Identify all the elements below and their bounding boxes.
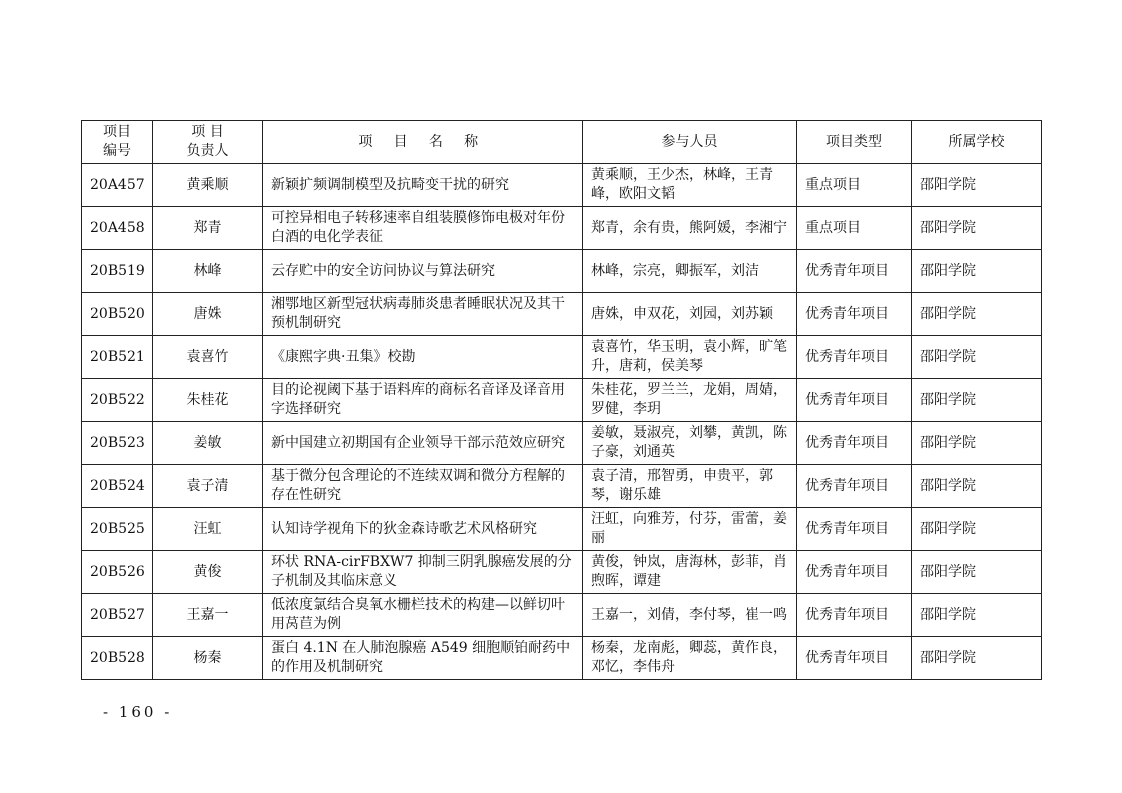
members-cell: 袁子清，邢智勇，申贵平，郭琴，谢乐雄: [583, 465, 797, 508]
members-cell: 姜敏，聂淑亮，刘攀，黄凯，陈子豪，刘通英: [583, 422, 797, 465]
project-leader-cell: 黄俊: [153, 551, 263, 594]
school-cell: 邵阳学院: [912, 250, 1042, 293]
header-project-type: 项目类型: [797, 121, 912, 164]
table-row: [82, 293, 1042, 336]
project-leader-cell: 汪虹: [153, 508, 263, 551]
project-table: [81, 120, 1042, 680]
members-cell: 郑青，余有贵，熊阿媛，李湘宁: [583, 207, 797, 250]
project-type-cell: 优秀青年项目: [797, 594, 912, 637]
page-number: - 160 -: [103, 703, 173, 721]
school-cell: 邵阳学院: [912, 379, 1042, 422]
project-name-cell: 基于微分包含理论的不连续双调和微分方程解的存在性研究: [263, 465, 583, 508]
header-project-code: [82, 121, 153, 164]
members-cell: 黄俊，钟岚，唐海林，彭菲，肖煦晖，谭建: [583, 551, 797, 594]
school-cell: 邵阳学院: [912, 551, 1042, 594]
project-type-cell: 优秀青年项目: [797, 508, 912, 551]
project-code-cell: 20B519: [82, 250, 153, 293]
project-name-cell: 低浓度氯结合臭氧水栅栏技术的构建—以鲜切叶用莴苣为例: [263, 594, 583, 637]
school-cell: 邵阳学院: [912, 422, 1042, 465]
project-type-cell: 重点项目: [797, 207, 912, 250]
table-row: [82, 551, 1042, 594]
project-leader-cell: 朱桂花: [153, 379, 263, 422]
school-cell: 邵阳学院: [912, 508, 1042, 551]
members-cell: 林峰，宗亮，卿振军，刘洁: [583, 250, 797, 293]
table-row: [82, 164, 1042, 207]
project-type-cell: 优秀青年项目: [797, 293, 912, 336]
school-cell: 邵阳学院: [912, 207, 1042, 250]
table-row: [82, 465, 1042, 508]
header-school: 所属学校: [912, 121, 1042, 164]
project-code-cell: 20B525: [82, 508, 153, 551]
project-name-cell: 《康熙字典·丑集》校勘: [263, 336, 583, 379]
school-cell: 邵阳学院: [912, 336, 1042, 379]
project-name-cell: 可控异相电子转移速率自组装膜修饰电极对年份白酒的电化学表征: [263, 207, 583, 250]
project-leader-cell: 袁喜竹: [153, 336, 263, 379]
table-row: [82, 207, 1042, 250]
members-cell: 杨秦，龙南彪，卿蕊，黄作良，邓忆，李伟舟: [583, 637, 797, 680]
school-cell: 邵阳学院: [912, 164, 1042, 207]
members-cell: 袁喜竹，华玉明，袁小辉，旷笔升，唐莉，侯美琴: [583, 336, 797, 379]
project-code-cell: 20B528: [82, 637, 153, 680]
project-type-cell: 优秀青年项目: [797, 336, 912, 379]
project-leader-cell: 林峰: [153, 250, 263, 293]
project-code-cell: 20B520: [82, 293, 153, 336]
table-header-row: [82, 121, 1042, 164]
header-leader-line1: 项 目: [191, 124, 224, 140]
project-name-cell: 新中国建立初期国有企业领导干部示范效应研究: [263, 422, 583, 465]
school-cell: 邵阳学院: [912, 637, 1042, 680]
project-type-cell: 优秀青年项目: [797, 637, 912, 680]
table-row: [82, 508, 1042, 551]
header-project-name: 项 目 名 称: [263, 121, 583, 164]
header-code-line1: 项目: [103, 124, 131, 140]
table-row: [82, 336, 1042, 379]
project-leader-cell: 杨秦: [153, 637, 263, 680]
table-row: [82, 594, 1042, 637]
members-cell: 汪虹，向雅芳，付芬，雷蕾，姜丽: [583, 508, 797, 551]
table-body: [82, 164, 1042, 680]
project-name-cell: 新颖扩频调制模型及抗畸变干扰的研究: [263, 164, 583, 207]
members-cell: 朱桂花，罗兰兰，龙娟，周婧，罗健，李玥: [583, 379, 797, 422]
project-leader-cell: 姜敏: [153, 422, 263, 465]
project-code-cell: 20B522: [82, 379, 153, 422]
project-leader-cell: 唐姝: [153, 293, 263, 336]
project-leader-cell: 郑青: [153, 207, 263, 250]
project-code-cell: 20A458: [82, 207, 153, 250]
table-row: [82, 637, 1042, 680]
project-leader-cell: 王嘉一: [153, 594, 263, 637]
project-name-cell: 目的论视阈下基于语料库的商标名音译及译音用字选择研究: [263, 379, 583, 422]
project-code-cell: 20B527: [82, 594, 153, 637]
project-code-cell: 20B521: [82, 336, 153, 379]
table-row: [82, 250, 1042, 293]
project-name-cell: 环状 RNA-cirFBXW7 抑制三阴乳腺癌发展的分子机制及其临床意义: [263, 551, 583, 594]
project-code-cell: 20B523: [82, 422, 153, 465]
header-leader-line2: 负责人: [186, 143, 229, 159]
project-type-cell: 优秀青年项目: [797, 379, 912, 422]
project-leader-cell: 袁子清: [153, 465, 263, 508]
school-cell: 邵阳学院: [912, 293, 1042, 336]
project-name-cell: 湘鄂地区新型冠状病毒肺炎患者睡眠状况及其干预机制研究: [263, 293, 583, 336]
project-code-cell: 20A457: [82, 164, 153, 207]
members-cell: 黄乘顺，王少杰，林峰，王青峰，欧阳文韬: [583, 164, 797, 207]
header-code-line2: 编号: [103, 143, 131, 159]
school-cell: 邵阳学院: [912, 465, 1042, 508]
project-code-cell: 20B524: [82, 465, 153, 508]
header-members: 参与人员: [583, 121, 797, 164]
table-row: [82, 379, 1042, 422]
project-type-cell: 优秀青年项目: [797, 422, 912, 465]
school-cell: 邵阳学院: [912, 594, 1042, 637]
members-cell: 王嘉一，刘倩，李付琴，崔一鸣: [583, 594, 797, 637]
project-name-cell: 认知诗学视角下的狄金森诗歌艺术风格研究: [263, 508, 583, 551]
project-type-cell: 优秀青年项目: [797, 465, 912, 508]
project-name-cell: 蛋白 4.1N 在人肺泡腺癌 A549 细胞顺铂耐药中的作用及机制研究: [263, 637, 583, 680]
project-leader-cell: 黄乘顺: [153, 164, 263, 207]
members-cell: 唐姝，申双花，刘园，刘苏颖: [583, 293, 797, 336]
header-project-leader: [153, 121, 263, 164]
project-type-cell: 重点项目: [797, 164, 912, 207]
project-name-cell: 云存贮中的安全访问协议与算法研究: [263, 250, 583, 293]
project-type-cell: 优秀青年项目: [797, 250, 912, 293]
project-code-cell: 20B526: [82, 551, 153, 594]
project-type-cell: 优秀青年项目: [797, 551, 912, 594]
table-row: [82, 422, 1042, 465]
